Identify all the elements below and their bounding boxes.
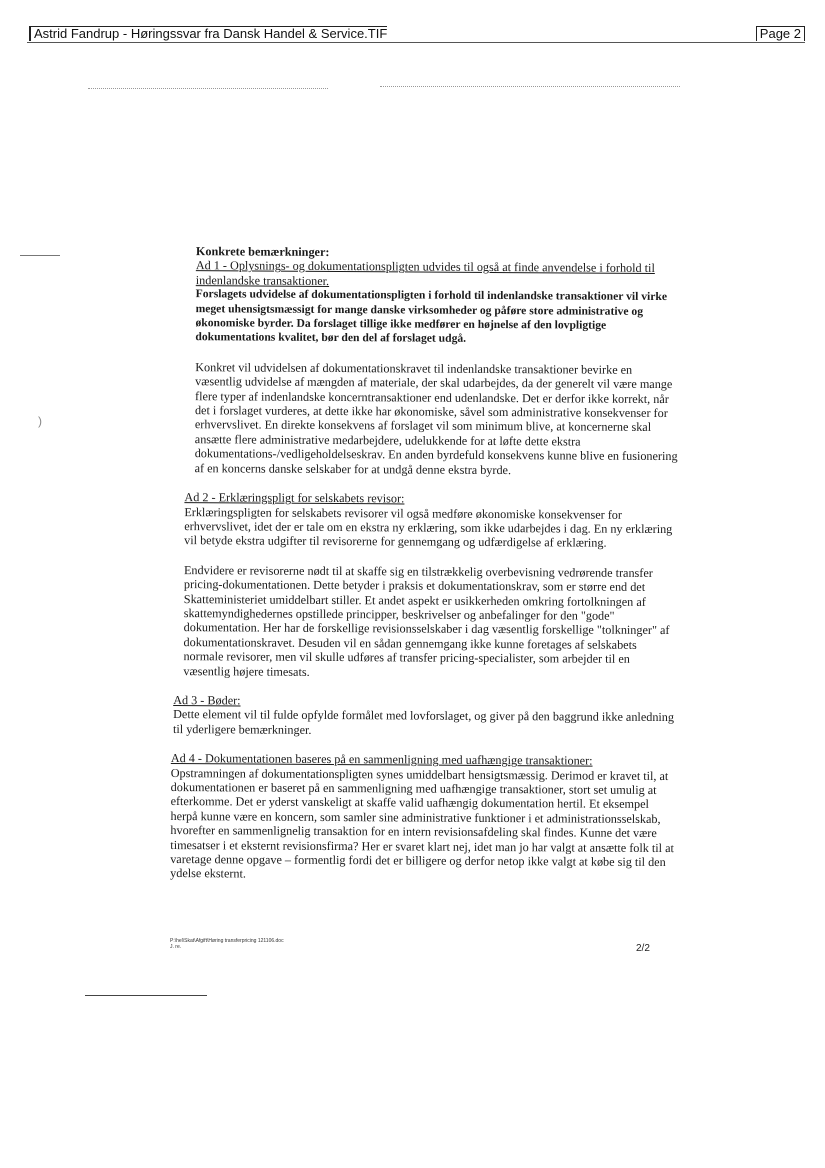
margin-rule	[20, 255, 60, 256]
section-ad2	[183, 490, 678, 681]
section-title: Ad 3 - Bøder:	[173, 693, 241, 708]
document-header	[27, 24, 805, 43]
bottom-rule	[85, 995, 207, 996]
document-title: Astrid Fandrup - Høringssvar fra Dansk Handel & Service.TIF	[29, 26, 387, 41]
paragraph: Dette element vil til fulde opfylde formålet med lovforslaget, og giver på den baggrund ikke anledning til yderligere bemærkninger.	[172, 707, 675, 737]
section-heading: Konkrete bemærkninger:	[195, 244, 330, 259]
footer-file-path	[170, 938, 284, 950]
section-title: Ad 1 - Oplysnings- og dokumentationspligten udvides til også at finde anvendelse i forhold til indenlandske transaktioner.	[195, 258, 655, 288]
initials-text: J. re.	[170, 944, 182, 950]
section-ad3	[173, 693, 677, 739]
paragraph: Erklæringspligten for selskabets revisorer vil også medføre økonomiske konsekvenser for erhvervslivet, idet der er tale om en ekstra ny erklæring, som ikke udarbejdes i dag. En ny erklæring vil betyde ekstra udgifter til revisorerne for gennemgang og udfærdigelse af erklæring.	[184, 504, 673, 550]
scan-noise	[88, 88, 328, 89]
scan-noise	[380, 86, 680, 87]
page-indicator: Page 2	[756, 26, 805, 41]
document-body	[164, 244, 680, 884]
paragraph: Konkret vil udvidelsen af dokumentationskravet til indenlandske transaktioner bevirke en væsentlig udvidelse af mængden af materiale, der skal udarbejdes, da der generelt vil være mange flere typer af indenlandske koncerntransaktioner end udenlandske. Det er derfor ikke korrekt, når det i forslaget vurderes, at dette ikke har økonomiske, såvel som administrative konsekvenser for erhvervslivet. En direkte konsekvens af forslaget vil som minimum blive, at koncernerne skal ansætte flere administrative medarbejdere, udelukkende for at løfte dette ekstra dokumentations-/vedligeholdelseskrav. En anden byrdefuld konsekvens kunne blive en fusionering af en koncerns danske selskaber for at undgå denne ekstra byrde.	[194, 360, 678, 477]
paragraph: Endvidere er revisorerne nødt til at skaffe sig en tilstrækkelig overbevisning vedrørende transfer pricing-dokumentationen. Dette betyder i praksis et dokumentationskrav, som er større end det Skatteministeriet umiddelbart stiller. Et andet aspekt er usikkerheden omkring fortolkningen af skattemyndighedernes opstillede principper, beskrivelser og anbefalinger for den "gode" dokumentation. Her har de forskellige revisionsselskaber i dag væsentlig forskellige "tolkninger" af dokumentationskravet. Desuden vil en sådan gennemgang ikke kunne foretages af selskabets normale revisorer, men vil skulle udføres af transfer pricing-specialister, som arbejder til en væsentlig højere timesats.	[183, 562, 670, 679]
section-ad1	[195, 259, 680, 479]
paragraph: Opstramningen af dokumentationspligten synes umiddelbart hensigtsmæssig. Derimod er kravet til, at dokumentationen er baseret på en sammenligning med uafhængige transaktioner, stort set umulig at efterkomme. Det er yderst vanskeligt at skaffe valid uafhængig dokumentation hertil. Et eksempel herpå kunne være en koncern, som samler sine administrative funktioner i et administrationsselskab, hvorefter en sammenlignelig transaktion for en intern revisionsafdeling skal findes. Kunne det være timesatser i et eksternt revisionsfirma? Her er svaret klart nej, idet man jo har valgt at ansætte folk til at varetage denne opgave – formentlig fordi det er billigere og derfor netop ikke valgt at købe sig til den ydelse eksternt.	[170, 765, 674, 881]
section-title: Ad 2 - Erklæringspligt for selskabets revisor:	[184, 490, 405, 506]
section-title: Ad 4 - Dokumentationen baseres på en sammenligning med uafhængige transaktioner:	[170, 751, 593, 768]
footer-page-number: 2/2	[636, 943, 650, 954]
section-ad4	[170, 751, 677, 884]
margin-bracket: )	[38, 414, 42, 428]
paragraph: Forslagets udvidelse af dokumentationspligten i forhold til indenlandske transaktioner vil virke meget uhensigtsmæssigt for mange danske virksomheder og påføre store administrative og økonomiske byrder. Da forslaget tillige ikke medfører en højnelse af den lovpligtige dokumentations kvalitet, bør den del af forslaget udgå.	[195, 287, 668, 346]
file-path-text: P:\hel\Skat\Afgift\Høring transferpricing 121106.doc	[170, 938, 284, 944]
